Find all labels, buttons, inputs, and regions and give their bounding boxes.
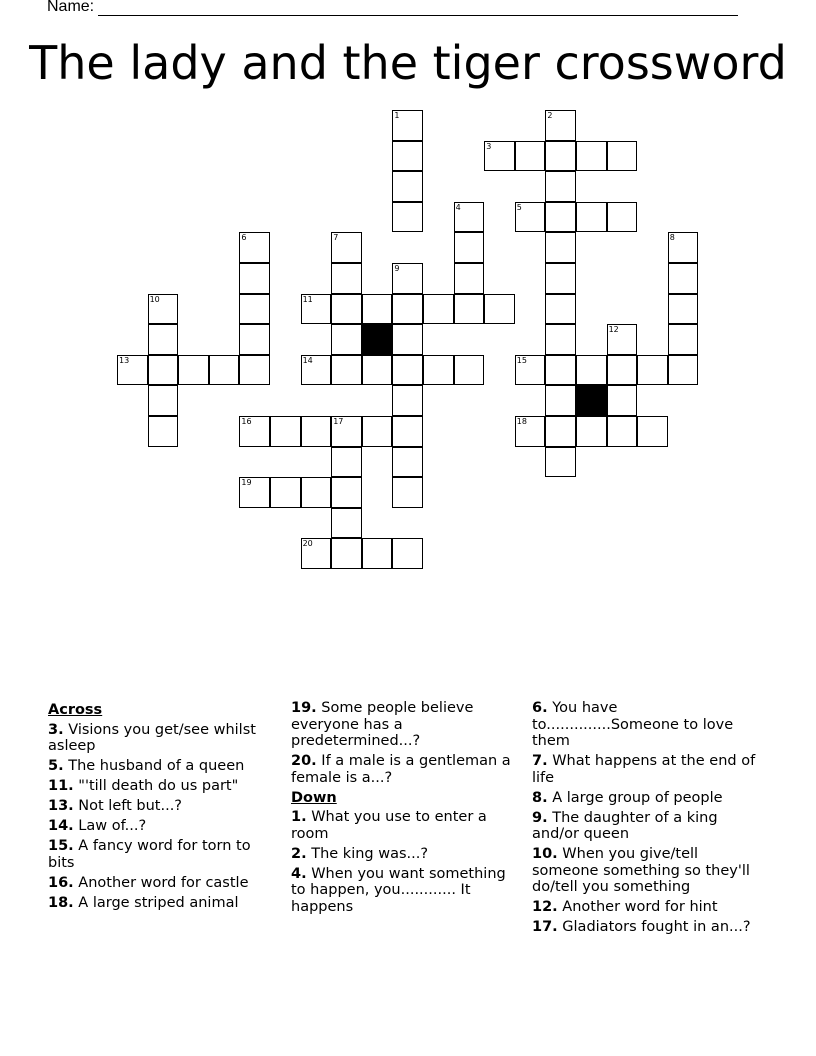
grid-cell[interactable] (301, 416, 332, 447)
across-heading: Across (48, 702, 103, 718)
grid-cell[interactable] (515, 202, 546, 233)
grid-cell[interactable] (392, 416, 423, 447)
grid-cell[interactable] (576, 202, 607, 233)
page-title: The lady and the tiger crossword (29, 36, 787, 90)
grid-cell[interactable] (239, 355, 270, 386)
clue-number: 17. (532, 919, 558, 935)
grid-cell[interactable] (515, 416, 546, 447)
clue-number: 7. (532, 753, 548, 769)
clue-number-9: 9 (394, 264, 400, 273)
clue-text: A large group of people (547, 789, 723, 806)
clue-text: A fancy word for torn to bits (48, 838, 251, 871)
clue-number-6: 6 (241, 233, 247, 243)
grid-cell[interactable] (178, 355, 209, 386)
clue-number-16: 16 (241, 417, 252, 426)
clue-number: 4. (291, 865, 307, 882)
grid-cell[interactable] (454, 294, 485, 325)
clue-down-6 (532, 700, 760, 750)
clue-across-19 (291, 700, 519, 750)
clue-text: Gladiators fought in an...? (557, 919, 751, 935)
grid-cell[interactable] (576, 355, 607, 386)
grid-cell[interactable] (392, 447, 423, 478)
clue-across-20 (291, 753, 519, 786)
grid-cell[interactable] (392, 202, 423, 233)
grid-cell[interactable] (545, 110, 576, 141)
grid-cell[interactable] (392, 477, 423, 508)
clue-number-18: 18 (516, 417, 527, 426)
clue-text: A large striped animal (73, 894, 239, 911)
clue-number: 1. (291, 809, 307, 825)
grid-cell[interactable] (607, 141, 638, 172)
clue-across-18 (48, 895, 276, 912)
grid-cell[interactable] (576, 416, 607, 447)
grid-cell[interactable] (331, 508, 362, 539)
clue-text: What you use to enter a room (291, 809, 487, 842)
grid-cell[interactable] (545, 385, 576, 416)
grid-cell[interactable] (454, 263, 485, 294)
grid-cell[interactable] (545, 202, 576, 233)
grid-cell[interactable] (454, 232, 485, 263)
clue-across-3 (48, 722, 276, 755)
grid-cell[interactable] (423, 294, 454, 325)
clue-number: 18. (48, 894, 74, 911)
grid-cell[interactable] (392, 110, 423, 141)
grid-cell[interactable] (668, 294, 699, 325)
grid-cell[interactable] (301, 294, 332, 325)
grid-cell[interactable] (148, 385, 179, 416)
clue-across-5 (48, 758, 276, 775)
clue-number-2: 2 (547, 111, 553, 120)
grid-cell[interactable] (362, 538, 393, 569)
clue-number-17: 17 (333, 417, 344, 426)
grid-cell[interactable] (331, 538, 362, 569)
grid-cell[interactable] (576, 141, 607, 172)
clue-number-13: 13 (119, 355, 130, 365)
clue-text: "'till death do us part" (73, 778, 239, 794)
grid-cell[interactable] (668, 232, 699, 263)
clue-text: Law of...? (73, 818, 147, 834)
clue-number-20: 20 (302, 539, 313, 549)
clue-number-5: 5 (516, 202, 522, 212)
clue-number-12: 12 (608, 325, 619, 335)
grid-cell[interactable] (392, 538, 423, 569)
grid-cell[interactable] (392, 294, 423, 325)
grid-cell[interactable] (607, 324, 638, 355)
grid-cell[interactable] (331, 294, 362, 325)
clue-text: If a male is a gentleman a female is a...? (291, 753, 511, 786)
clue-number-8: 8 (669, 233, 675, 243)
grid-cell[interactable] (423, 355, 454, 386)
grid-cell[interactable] (637, 416, 668, 447)
clue-number-19: 19 (241, 478, 252, 488)
clue-down-12 (532, 899, 760, 916)
grid-cell[interactable] (484, 141, 515, 172)
grid-cell[interactable] (270, 477, 301, 508)
grid-cell[interactable] (331, 477, 362, 508)
grid-cell[interactable] (148, 416, 179, 447)
grid-cell[interactable] (545, 416, 576, 447)
clue-text: What happens at the end of life (532, 753, 756, 786)
grid-cell[interactable] (239, 324, 270, 355)
clue-down-4 (291, 866, 519, 916)
clue-number: 8. (532, 789, 548, 806)
clue-down-8 (532, 790, 760, 807)
grid-cell[interactable] (392, 141, 423, 172)
grid-cell[interactable] (607, 416, 638, 447)
clue-number: 12. (532, 899, 558, 915)
grid-cell[interactable] (331, 355, 362, 386)
clue-column-1 (48, 700, 276, 915)
grid-cell[interactable] (148, 355, 179, 386)
clue-down-10 (532, 846, 760, 896)
grid-cell[interactable] (545, 141, 576, 172)
grid-cell[interactable] (545, 447, 576, 478)
grid-cell[interactable] (545, 171, 576, 202)
clue-number-11: 11 (302, 294, 313, 304)
grid-cell[interactable] (607, 385, 638, 416)
grid-cell[interactable] (637, 355, 668, 386)
clue-text: Another word for hint (557, 899, 718, 915)
grid-cell[interactable] (545, 294, 576, 325)
grid-cell[interactable] (392, 385, 423, 416)
grid-cell[interactable] (454, 355, 485, 386)
grid-cell[interactable] (331, 324, 362, 355)
clue-column-3 (532, 700, 760, 939)
grid-cell[interactable] (148, 324, 179, 355)
clue-text: When you give/tell someone something so they'll do/tell you something (532, 846, 750, 895)
clue-across-15 (48, 838, 276, 871)
grid-cell[interactable] (545, 232, 576, 263)
grid-cell[interactable] (392, 263, 423, 294)
grid-cell[interactable] (454, 202, 485, 233)
grid-cell[interactable] (668, 355, 699, 386)
clue-number: 2. (291, 845, 307, 862)
clue-number: 5. (48, 758, 64, 774)
clue-text: The daughter of a king and/or queen (532, 809, 718, 842)
clue-text: The king was...? (306, 845, 429, 862)
clue-across-13 (48, 798, 276, 815)
clue-across-11 (48, 778, 276, 795)
clue-down-17 (532, 919, 760, 936)
grid-cell[interactable] (148, 294, 179, 325)
grid-cell[interactable] (239, 263, 270, 294)
grid-cell[interactable] (392, 324, 423, 355)
clue-number: 9. (532, 809, 548, 826)
clue-text: Not left but...? (73, 798, 183, 814)
grid-block-cell (362, 324, 393, 355)
grid-cell[interactable] (515, 355, 546, 386)
clue-number: 6. (532, 700, 548, 716)
grid-cell[interactable] (301, 355, 332, 386)
down-heading: Down (291, 789, 337, 806)
clue-number-1: 1 (394, 111, 400, 120)
clue-text: You have to..............Someone to love them (532, 700, 734, 749)
clue-number: 20. (291, 753, 317, 769)
clue-column-2 (291, 700, 519, 919)
clue-down-1 (291, 809, 519, 842)
clue-number: 10. (532, 846, 558, 862)
grid-cell[interactable] (239, 416, 270, 447)
clue-text: Another word for castle (73, 874, 249, 891)
grid-cell[interactable] (362, 294, 393, 325)
grid-cell[interactable] (545, 355, 576, 386)
grid-cell[interactable] (392, 171, 423, 202)
grid-cell[interactable] (301, 538, 332, 569)
clue-number: 11. (48, 778, 74, 794)
clue-number-14: 14 (302, 355, 313, 365)
grid-cell[interactable] (607, 202, 638, 233)
grid-cell[interactable] (362, 416, 393, 447)
grid-cell[interactable] (331, 447, 362, 478)
grid-cell[interactable] (117, 355, 148, 386)
clue-number-7: 7 (333, 233, 339, 243)
clue-down-9 (532, 810, 760, 843)
grid-cell[interactable] (545, 263, 576, 294)
grid-cell[interactable] (392, 355, 423, 386)
grid-cell[interactable] (239, 232, 270, 263)
clue-text: The husband of a queen (63, 758, 245, 774)
grid-cell[interactable] (239, 477, 270, 508)
grid-cell[interactable] (515, 141, 546, 172)
grid-cell[interactable] (484, 294, 515, 325)
grid-cell[interactable] (362, 355, 393, 386)
clue-number: 16. (48, 874, 74, 891)
grid-cell[interactable] (331, 232, 362, 263)
clue-text: When you want something to happen, you............ It happens (291, 865, 506, 915)
clue-across-14 (48, 818, 276, 835)
clue-down-2 (291, 846, 519, 863)
clue-across-16 (48, 875, 276, 892)
grid-cell[interactable] (607, 355, 638, 386)
clue-text: Some people believe everyone has a predetermined...? (291, 700, 474, 749)
clue-number: 15. (48, 838, 74, 854)
grid-cell[interactable] (668, 263, 699, 294)
clue-number-4: 4 (455, 202, 461, 212)
grid-cell[interactable] (331, 416, 362, 447)
grid-block-cell (576, 385, 607, 416)
clue-number: 19. (291, 700, 317, 716)
grid-cell[interactable] (209, 355, 240, 386)
clue-number-10: 10 (149, 294, 160, 304)
clue-number-3: 3 (486, 141, 492, 151)
grid-cell[interactable] (545, 324, 576, 355)
clue-number: 3. (48, 721, 64, 738)
clue-number-15: 15 (516, 355, 527, 365)
clue-number: 14. (48, 818, 74, 834)
clue-number: 13. (48, 798, 74, 814)
grid-cell[interactable] (331, 263, 362, 294)
name-label: Name: (47, 0, 95, 15)
clue-down-7 (532, 753, 760, 786)
grid-cell[interactable] (270, 416, 301, 447)
grid-cell[interactable] (301, 477, 332, 508)
grid-cell[interactable] (668, 324, 699, 355)
clue-text: Visions you get/see whilst asleep (48, 721, 256, 754)
grid-cell[interactable] (239, 294, 270, 325)
